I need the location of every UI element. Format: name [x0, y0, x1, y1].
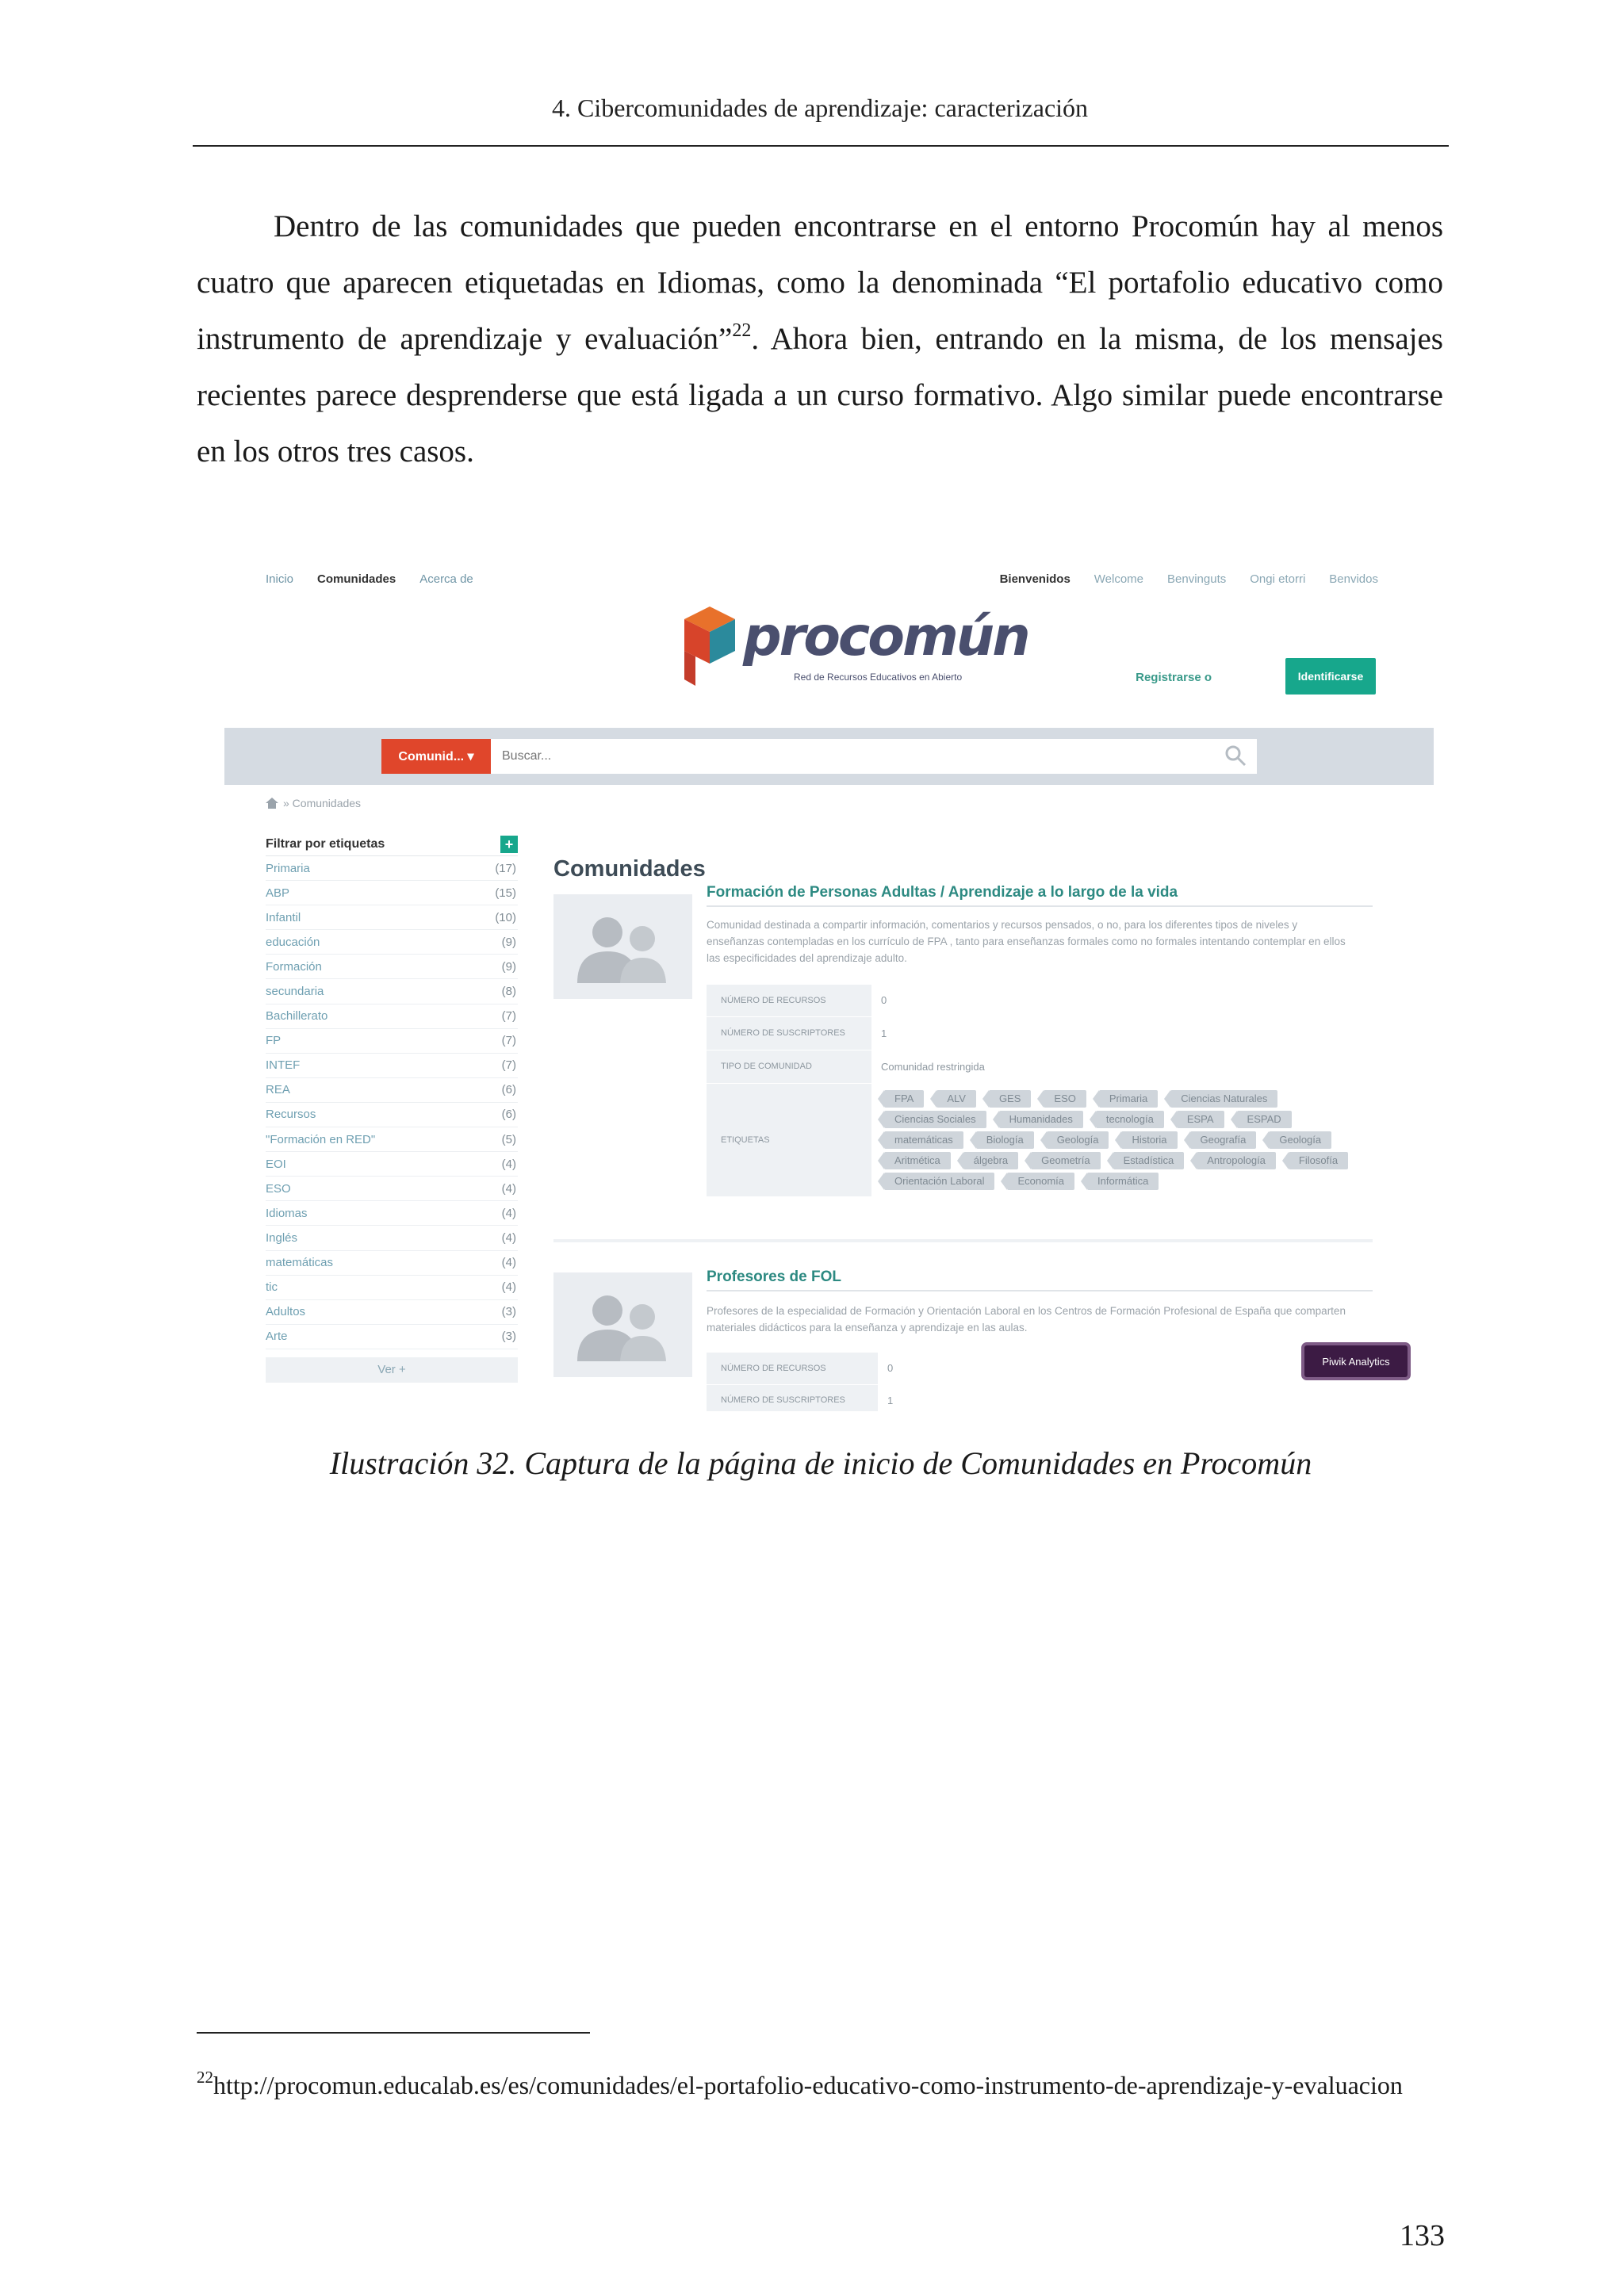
sidebar-tag-item[interactable]: [266, 930, 518, 955]
tag-chip[interactable]: Geología: [1047, 1131, 1109, 1149]
tag-chip[interactable]: Biología: [976, 1131, 1034, 1149]
property-label: NÚMERO DE RECURSOS: [707, 1353, 878, 1384]
nav-comunidades[interactable]: Comunidades: [317, 572, 396, 586]
filter-title-text: Filtrar por etiquetas: [266, 836, 385, 851]
tag-count: (7): [501, 1058, 516, 1073]
community-properties: [707, 985, 1357, 1197]
tag-count: (10): [495, 910, 516, 924]
tag-name: Inglés: [266, 1230, 298, 1245]
tag-chip[interactable]: Geografía: [1190, 1131, 1257, 1149]
property-value: 1: [881, 1027, 887, 1039]
tag-chip[interactable]: ESPAD: [1237, 1111, 1292, 1128]
tag-chip[interactable]: tecnología: [1096, 1111, 1164, 1128]
community-title[interactable]: Formación de Personas Adultas / Aprendizaje a lo largo de la vida: [707, 884, 1178, 901]
tag-name: Bachillerato: [266, 1009, 328, 1024]
property-value: 0: [887, 1362, 894, 1375]
community-avatar[interactable]: [553, 1272, 692, 1377]
tag-count: (6): [501, 1108, 516, 1122]
tag-chip[interactable]: Orientación Laboral: [884, 1173, 994, 1190]
tag-chip[interactable]: Historia: [1121, 1131, 1177, 1149]
footnote: [197, 2061, 1442, 2109]
tag-chip[interactable]: Humanidades: [999, 1111, 1083, 1128]
property-label: TIPO DE COMUNIDAD: [707, 1050, 871, 1083]
tag-chip[interactable]: Estadística: [1113, 1152, 1185, 1169]
tag-count: (4): [501, 1181, 516, 1196]
sidebar-tag-item[interactable]: [266, 905, 518, 930]
tag-count: (7): [501, 1034, 516, 1048]
tag-chip[interactable]: Primaria: [1099, 1090, 1158, 1108]
property-row: [707, 1384, 1357, 1411]
top-navigation: [266, 572, 473, 586]
tag-name: tic: [266, 1280, 278, 1295]
title-underline: [707, 905, 1373, 907]
language-selector: [1000, 572, 1378, 586]
sidebar-tag-item[interactable]: [266, 1201, 518, 1226]
tag-count: (3): [501, 1330, 516, 1344]
sidebar-tag-item[interactable]: [266, 1127, 518, 1152]
tag-chip[interactable]: GES: [989, 1090, 1031, 1108]
login-button[interactable]: Identificarse: [1285, 658, 1376, 695]
tags-cell: [871, 1083, 1357, 1196]
sidebar-tag-item[interactable]: [266, 1276, 518, 1300]
tag-name: ESO: [266, 1181, 291, 1196]
title-underline: [707, 1290, 1373, 1292]
logo-tagline: Red de Recursos Educativos en Abierto: [794, 672, 963, 683]
tag-name: Infantil: [266, 910, 301, 924]
piwik-analytics-button[interactable]: Piwik Analytics: [1304, 1345, 1408, 1377]
body-text-part1: Dentro de las comunidades que pueden encontrarse en el entorno Procomún hay al menos cuatro que aparecen etiquetadas en Idiomas, como la denominada “El portafolio educativo como instrumento de aprendizaje y evaluación”: [197, 209, 1443, 356]
tag-name: EOI: [266, 1157, 286, 1171]
tag-count: (9): [501, 959, 516, 974]
sidebar-tag-item[interactable]: [266, 1177, 518, 1201]
running-head: 4. Cibercomunidades de aprendizaje: caracterización: [551, 94, 1089, 122]
tag-name: Idiomas: [266, 1206, 308, 1220]
tag-name: "Formación en RED": [266, 1132, 376, 1146]
community-description: Profesores de la especialidad de Formación y Orientación Laboral en los Centros de Formación Profesional de España que comparten materiales didácticos para la enseñanza y aprendizaje en las aulas.: [707, 1305, 1346, 1334]
property-value: 0: [881, 994, 887, 1007]
group-users-icon: [553, 1272, 692, 1377]
tag-count: (4): [501, 1157, 516, 1171]
lang-eu[interactable]: Ongi etorri: [1250, 572, 1306, 586]
property-value: 1: [887, 1394, 894, 1406]
tag-name: Recursos: [266, 1108, 316, 1122]
property-label: NÚMERO DE SUSCRIPTORES: [707, 1384, 878, 1411]
tag-chip[interactable]: FPA: [884, 1090, 924, 1108]
tag-count: (4): [501, 1256, 516, 1270]
group-users-icon: [553, 894, 692, 999]
property-label: NÚMERO DE RECURSOS: [707, 985, 871, 1016]
tag-chip[interactable]: Geología: [1269, 1131, 1331, 1149]
tag-name: INTEF: [266, 1058, 301, 1073]
property-row: [707, 1050, 1357, 1083]
community-divider: [553, 1239, 1373, 1242]
community-title[interactable]: Profesores de FOL: [707, 1269, 841, 1285]
tag-chip[interactable]: Antropología: [1197, 1152, 1276, 1169]
see-more-button[interactable]: Ver +: [266, 1357, 518, 1383]
tag-chip[interactable]: Economía: [1007, 1173, 1074, 1190]
tag-name: educación: [266, 935, 320, 949]
tag-chip[interactable]: ALV: [936, 1090, 976, 1108]
tag-count: (15): [495, 886, 516, 900]
search-scope-dropdown[interactable]: Comunid... ▾: [381, 739, 491, 774]
tag-name: ABP: [266, 886, 290, 900]
sidebar-tag-item[interactable]: [266, 856, 518, 881]
sidebar-tag-item[interactable]: [266, 1300, 518, 1325]
footnote-reference[interactable]: 22: [732, 320, 752, 341]
property-label: ETIQUETAS: [707, 1083, 871, 1196]
tag-chip[interactable]: ESO: [1044, 1090, 1086, 1108]
breadcrumb: [266, 797, 361, 809]
tag-name: FP: [266, 1034, 282, 1048]
sidebar-tag-item[interactable]: [266, 1152, 518, 1177]
plus-icon[interactable]: +: [500, 836, 518, 853]
property-value: Comunidad restringida: [881, 1060, 985, 1073]
figure-caption: Ilustración 32. Captura de la página de inicio de Comunidades en Procomún: [329, 1445, 1312, 1481]
property-label: NÚMERO DE SUSCRIPTORES: [707, 1016, 871, 1050]
tag-count: (8): [501, 985, 516, 999]
property-row: [707, 1083, 1357, 1196]
tag-chip[interactable]: Ciencias Sociales: [884, 1111, 986, 1128]
procomun-logo[interactable]: [684, 607, 1028, 686]
community-properties: [707, 1353, 1357, 1411]
sidebar-tag-item[interactable]: [266, 979, 518, 1004]
tag-count: (9): [501, 935, 516, 949]
tag-name: Adultos: [266, 1305, 306, 1319]
home-icon[interactable]: [266, 798, 278, 809]
search-icon[interactable]: [1224, 744, 1247, 767]
logo-name: procomún: [743, 606, 1028, 668]
footnote-number: 22: [197, 2068, 213, 2087]
register-link[interactable]: Registrarse o: [1136, 671, 1212, 684]
body-paragraph: [197, 198, 1443, 480]
footnote-rule: [197, 2032, 590, 2034]
sidebar-tag-item[interactable]: [266, 1004, 518, 1029]
tag-count: (3): [501, 1305, 516, 1319]
sidebar-tag-item[interactable]: [266, 1054, 518, 1078]
tag-name: Formación: [266, 959, 322, 974]
property-row: [707, 1353, 1357, 1384]
tag-name: secundaria: [266, 985, 324, 999]
tag-chip[interactable]: matemáticas: [884, 1131, 963, 1149]
procomun-screenshot: [224, 555, 1434, 1411]
tag-count: (4): [501, 1230, 516, 1245]
sidebar-tag-item[interactable]: [266, 1226, 518, 1250]
tag-chip[interactable]: ESPA: [1177, 1111, 1224, 1128]
tag-name: matemáticas: [266, 1256, 334, 1270]
main-title: Comunidades: [553, 856, 706, 882]
community-description: Comunidad destinada a compartir información, comentarios y recursos pensados, o no, para los diferentes tipos de niveles y enseñanzas contempladas en los currículo de FPA , tanto para enseñanzas formales como no formales intentando contemplar en ellos las especificidades del aprendizaje adulto.: [707, 919, 1346, 964]
filter-title: [266, 832, 518, 856]
lang-es[interactable]: Bienvenidos: [999, 572, 1071, 586]
tag-chip[interactable]: Informática: [1087, 1173, 1159, 1190]
nav-inicio[interactable]: Inicio: [266, 572, 294, 586]
tag-count: (4): [501, 1206, 516, 1220]
sidebar-tag-item[interactable]: [266, 1325, 518, 1349]
tag-count: (17): [495, 861, 516, 875]
nav-acerca[interactable]: Acerca de: [419, 572, 473, 586]
sidebar-tag-item[interactable]: [266, 955, 518, 979]
page-number: 133: [1400, 2219, 1445, 2252]
cube-logo-icon: [684, 607, 735, 686]
tag-count: (4): [501, 1280, 516, 1295]
sidebar-tag-item[interactable]: [266, 1078, 518, 1103]
tag-chip[interactable]: Ciencias Naturales: [1170, 1090, 1277, 1108]
tag-name: Arte: [266, 1330, 288, 1344]
community-avatar[interactable]: [553, 894, 692, 999]
lang-ca[interactable]: Benvinguts: [1167, 572, 1227, 586]
tag-filter-sidebar: [266, 832, 518, 1383]
tag-list: [266, 856, 518, 1349]
lang-en[interactable]: Welcome: [1094, 572, 1144, 586]
property-row: [707, 1016, 1357, 1050]
search-input[interactable]: [491, 739, 1257, 774]
header-rule: [193, 145, 1449, 147]
body-text-part2: . Ahora bien, entrando en la misma, de los mensajes recientes parece desprenderse que está ligada a un curso formativo. Algo similar puede encontrarse en los otros tres casos.: [197, 322, 1443, 469]
tag-count: (6): [501, 1083, 516, 1097]
tag-chip[interactable]: álgebra: [963, 1152, 1018, 1169]
tag-name: Primaria: [266, 861, 310, 875]
sidebar-tag-item[interactable]: [266, 1029, 518, 1054]
tag-count: (7): [501, 1009, 516, 1024]
tag-chips: [881, 1084, 1357, 1196]
tag-chip[interactable]: Aritmética: [884, 1152, 951, 1169]
search-bar: [224, 728, 1434, 785]
sidebar-tag-item[interactable]: [266, 1251, 518, 1276]
tag-chip[interactable]: Geometría: [1031, 1152, 1100, 1169]
property-row: [707, 985, 1357, 1016]
lang-gl[interactable]: Benvidos: [1329, 572, 1378, 586]
sidebar-tag-item[interactable]: [266, 1103, 518, 1127]
breadcrumb-current: » Comunidades: [283, 797, 362, 809]
tag-chip[interactable]: Filosofía: [1289, 1152, 1348, 1169]
tag-count: (5): [501, 1132, 516, 1146]
sidebar-tag-item[interactable]: [266, 881, 518, 905]
footnote-url[interactable]: http://procomun.educalab.es/es/comunidades/el-portafolio-educativo-como-instrumento-de-aprendizaje-y-evaluacion: [213, 2071, 1403, 2099]
tag-name: REA: [266, 1083, 290, 1097]
